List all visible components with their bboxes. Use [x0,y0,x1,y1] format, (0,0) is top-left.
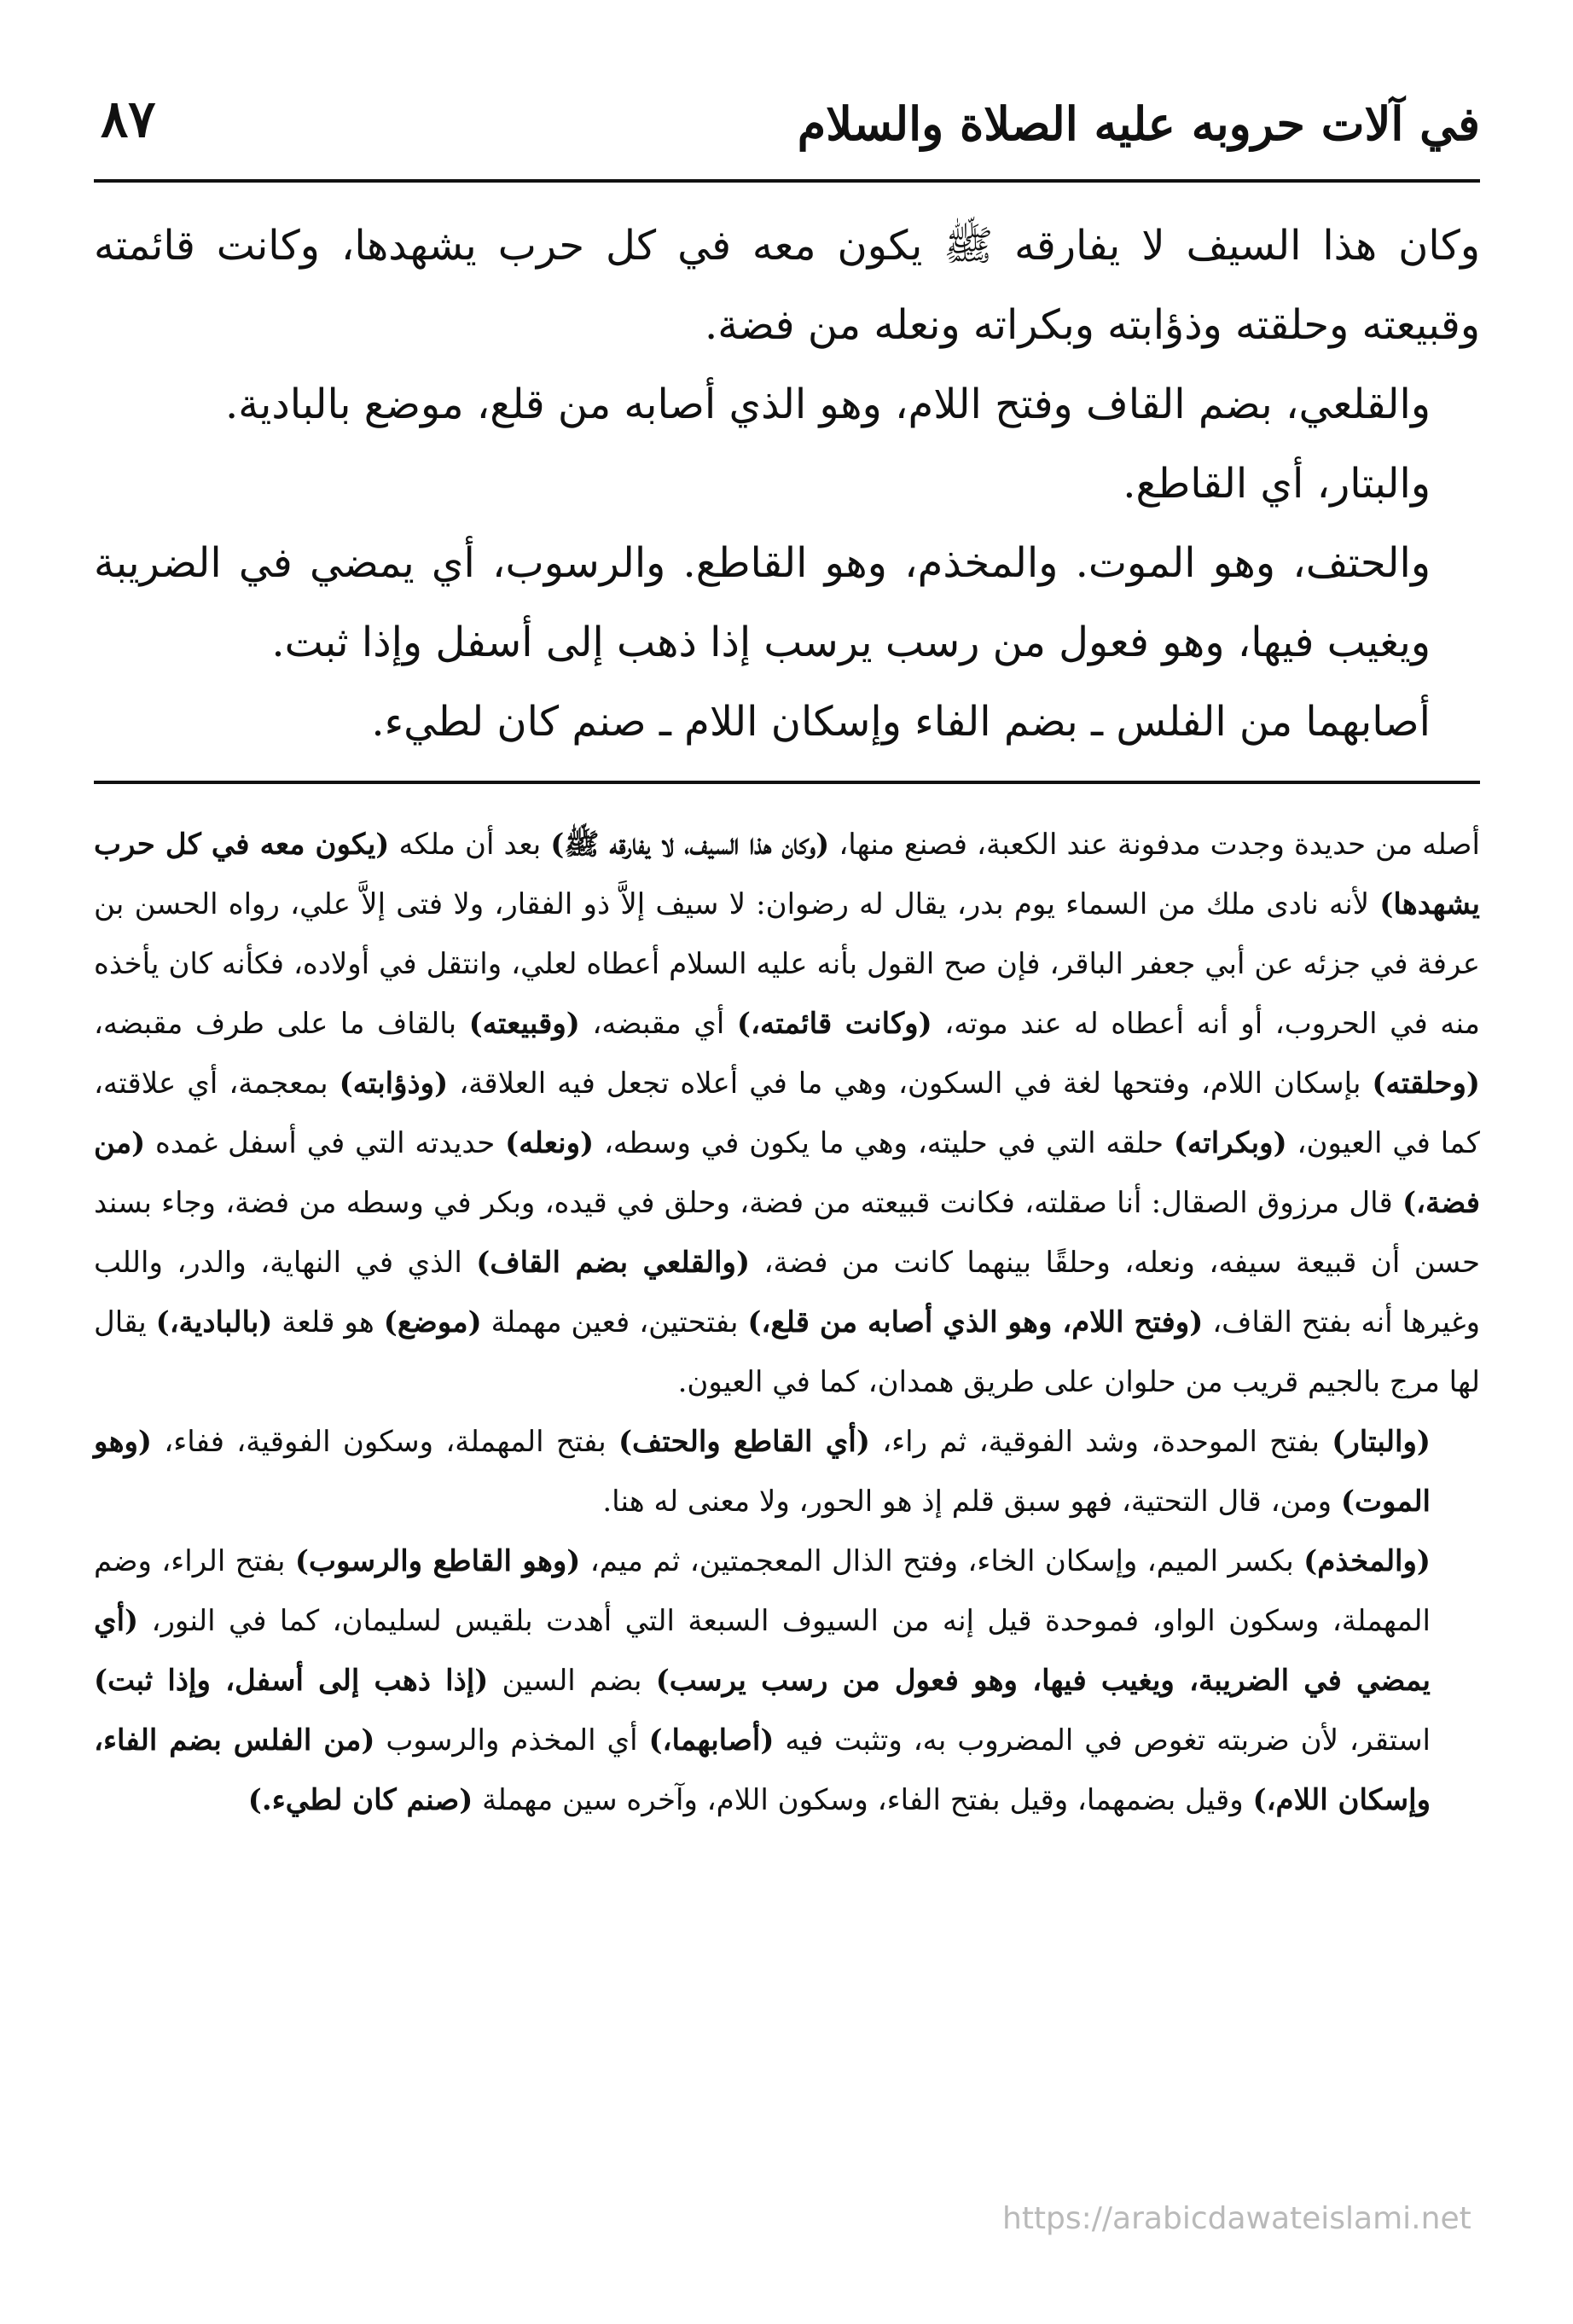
quoted-text: (وكانت قائمته،) [736,1007,932,1041]
commentary-text: بإسكان اللام، وفتحها لغة في السكون، وهي ما في أعلاه تجعل فيه العلاقة، [448,1066,1373,1101]
commentary-text: حلقه التي في حليته، وهي ما يكون في وسطه، [594,1126,1174,1160]
quoted-text: (والمخذم) [1303,1544,1431,1578]
page-header [94,81,1480,179]
commentary-text: هو قلعة [272,1305,384,1339]
quoted-text: (من الفلس بضم الفاء، وإسكان اللام،) [94,1723,1431,1817]
commentary [94,815,1480,1830]
main-paragraph: والقلعي، بضم القاف وفتح اللام، وهو الذي أصابه من قلع، موضع بالبادية. [225,381,1431,428]
commentary-paragraph [94,1412,1480,1531]
quoted-text: (إذا ذهب إلى أسفل، وإذا ثبت) [94,1664,489,1698]
quoted-text: (موضع) [383,1305,482,1339]
commentary-paragraph [94,815,1480,1412]
quoted-text: (وبكراته) [1173,1126,1287,1160]
main-text [94,183,1480,781]
running-head: في آلات حروبه عليه الصلاة والسلام [797,96,1480,151]
commentary-text: بالقاف ما على طرف مقبضه، [94,1007,469,1041]
commentary-text: وقيل بضمهما، وقيل بفتح الفاء، وسكون اللام، وآخره سين مهملة [473,1783,1253,1817]
quoted-text: (وحلقته) [1372,1066,1480,1101]
book-page [94,81,1480,2282]
quoted-text: (وذؤابته) [339,1066,449,1101]
commentary-text: أي مقبضه، [579,1007,737,1041]
quoted-text: (والقلعي بضم القاف) [476,1246,751,1280]
quoted-text: (وهو القاطع والرسوب) [294,1544,581,1578]
main-paragraph: والبتار، أي القاطع. [1123,460,1431,508]
commentary-text: بفتحتين، فعين مهملة [481,1305,748,1339]
commentary-text: الذي في النهاية، والدر، واللب وغيرها أنه بفتح القاف، [94,1246,1481,1339]
quoted-text: (يكون معه في كل حرب يشهدها) [94,828,1480,921]
quoted-text: (صنم كان لطيء.) [247,1783,473,1817]
commentary-text: بفتح المهملة، وسكون الفوقية، ففاء، [152,1425,618,1459]
commentary-text: أي المخذم والرسوب [374,1723,649,1758]
commentary-text: بعد أن ملكه [389,828,551,862]
main-paragraph: وكان هذا السيف لا يفارقه ﷺ يكون معه في كل حرب يشهدها، وكانت قائمته وقبيعته وحلقته وذؤابته وبكراته ونعله من فضة. [94,222,1480,349]
quoted-text: (أصابهما،) [648,1723,775,1758]
quoted-text: (من فضة،) [94,1126,1480,1220]
watermark-url: https://arabicdawateislami.net [1002,2201,1471,2236]
quoted-text: (وهو الموت) [94,1425,1431,1519]
commentary-text: ومن، قال التحتية، فهو سبق قلم إذ هو الحور، ولا معنى له هنا. [602,1484,1341,1519]
quoted-text: (وقبيعته) [468,1007,580,1041]
commentary-text: استقر، لأن ضربته تغوص في المضروب به، وتثبت فيه [774,1723,1431,1758]
main-paragraph: والحتف، وهو الموت. والمخذم، وهو القاطع. والرسوب، أي يمضي في الضريبة ويغيب فيها، وهو فعول من رسب يرسب إذا ذهب إلى أسفل وإذا ثبت. [94,539,1431,666]
commentary-text: حديدته التي في أسفل غمده [145,1126,506,1160]
commentary-text: بكسر الميم، وإسكان الخاء، وفتح الذال المعجمتين، ثم ميم، [580,1544,1304,1578]
quoted-text: (بالبادية،) [155,1305,273,1339]
section-rule [94,781,1480,784]
commentary-text: يقال لها مرج بالجيم قريب من حلوان على طريق همدان، كما في العيون. [94,1305,1480,1399]
commentary-text: بمعجمة، أي علاقته، كما في العيون، [94,1066,1480,1160]
quoted-text: (ونعله) [505,1126,595,1160]
quoted-text: (وكان هذا السيف، لا يفارقه ﷺ) [550,828,830,862]
main-paragraph: أصابهما من الفلس ـ بضم الفاء وإسكان اللام ـ صنم كان لطيء. [371,698,1431,746]
page-number: ٨٧ [101,90,156,149]
commentary-text: لأنه نادى ملك من السماء يوم بدر، يقال له رضوان: لا سيف إلاَّ ذو الفقار، ولا فتى إلاَّ علي، رواه الحسن بن عرفة في جزئه عن أبي جعفر الباقر، فإن صح القول بأنه عليه السلام أعطاه لعلي، وانتقل في أولاده، فكأنه كان يأخذه منه في الحروب، أو أنه أعطاه له عند موته، [94,887,1481,1041]
commentary-text: بفتح الراء، وضم المهملة، وسكون الواو، فموحدة قيل إنه من السيوف السبعة التي أهدت بلقيس لسليمان، كما في النور، [94,1544,1431,1638]
quoted-text: (أي يمضي في الضريبة، ويغيب فيها، وهو فعول من رسب يرسب) [94,1604,1431,1698]
commentary-text: أصله من حديدة وجدت مدفونة عند الكعبة، فصنع منها، [829,828,1480,862]
commentary-text: بضم السين [488,1664,656,1698]
commentary-paragraph [94,1531,1480,1830]
quoted-text: (أي القاطع والحتف) [618,1425,870,1459]
commentary-text: بفتح الموحدة، وشد الفوقية، ثم راء، [869,1425,1332,1459]
quoted-text: (والبتار) [1332,1425,1431,1459]
quoted-text: (وفتح اللام، وهو الذي أصابه من قلع،) [747,1305,1204,1339]
commentary-text: قال مرزوق الصقال: أنا صقلته، فكانت قبيعته من فضة، وحلق في قيده، وبكر في وسطه من فضة، وجاء بسند حسن أن قبيعة سيفه، ونعله، وحلقًا بينهما كانت من فضة، [94,1186,1480,1280]
